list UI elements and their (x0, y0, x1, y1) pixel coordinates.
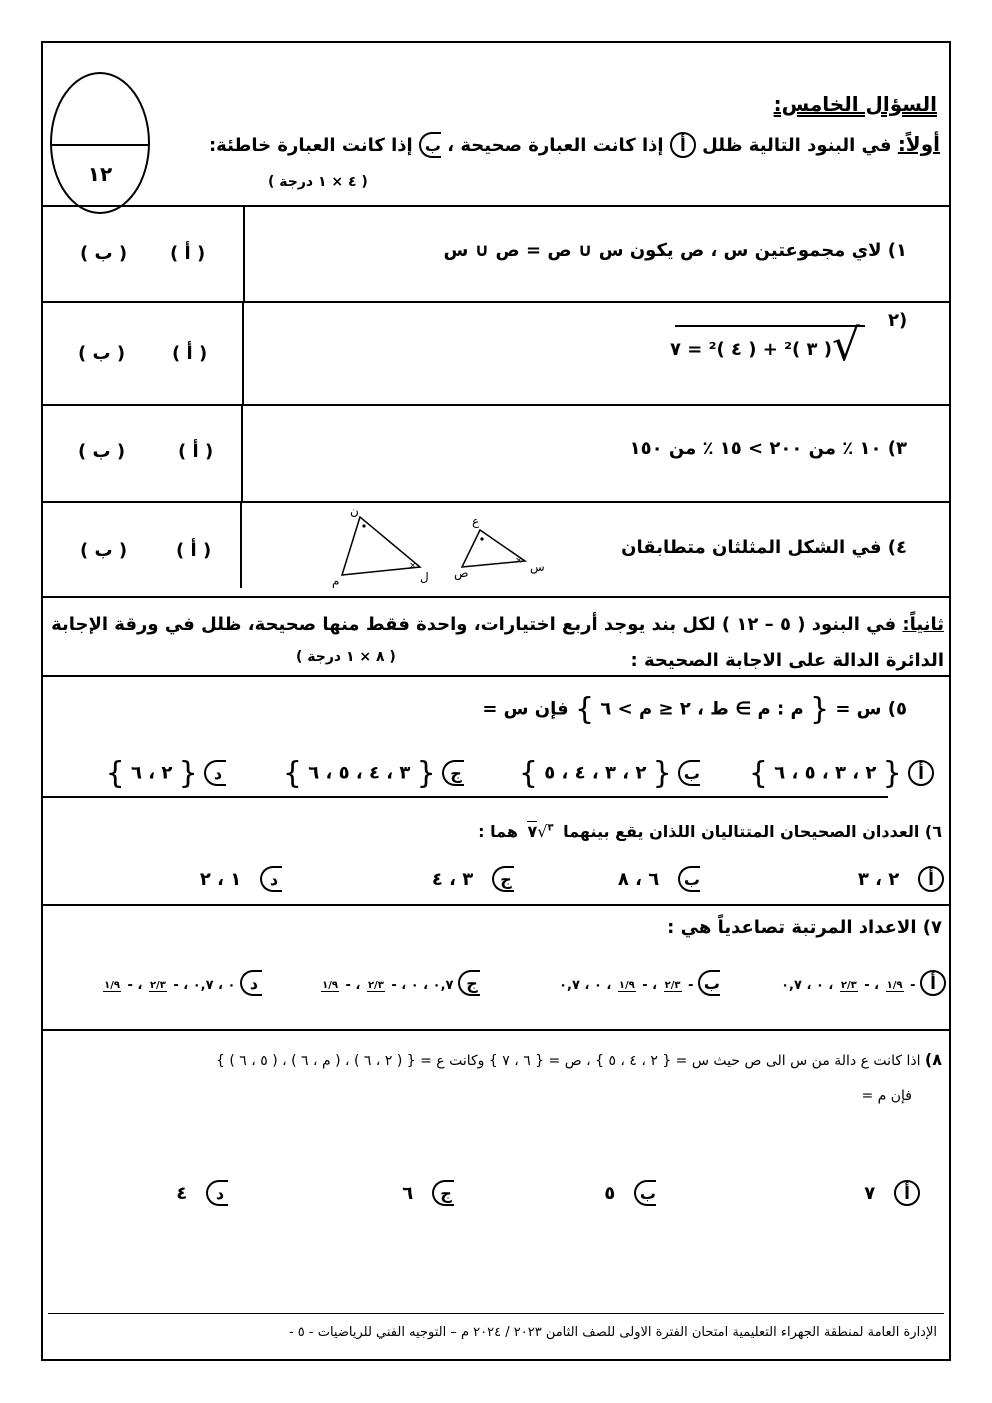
q7-b-frac-1 (664, 980, 682, 992)
part1-instruction (209, 132, 940, 158)
q7-letter-a: أ (920, 970, 946, 996)
page-footer: الإدارة العامة لمنطقة الجهراء التعليمية امتحان الفترة الاولى للصف الثامن ٢٠٢٣ / ٢٠٢٤ م – التوجيه الفني للرياضيات - ٥ - (288, 1325, 937, 1340)
part2-label: ثانياً: (902, 614, 944, 635)
q6-stem-text: العددان الصحيحان المتتاليان اللذان يقع بينهما (563, 822, 920, 841)
q7-c-part-2: ، - (345, 978, 361, 993)
tf-item-1-num: ١) (887, 240, 907, 261)
q7-d-frac-3-text: ١/٩ (104, 979, 120, 991)
q7-c-frac-1 (367, 980, 385, 992)
q6-choice-d[interactable] (200, 866, 282, 892)
tf-item-4-a[interactable]: ( أ ) (176, 540, 212, 561)
q7-num: ٧) (922, 917, 942, 938)
q6-root-index: ٣ (547, 822, 554, 834)
q5-letter-a: أ (908, 760, 934, 786)
q7-letter-d: د (240, 970, 262, 996)
q5-value-c: ٣ ، ٤ ، ٥ ، ٦ (308, 762, 411, 784)
q6-letter-a: أ (918, 866, 944, 892)
tf-item-1 (444, 240, 907, 261)
triangle-label-sin: س (530, 560, 545, 574)
triangles-figure (320, 505, 560, 590)
q8-value-a: ٧ (864, 1183, 876, 1204)
q8-value-c: ٦ (402, 1183, 414, 1204)
q5-stem: ٥) س = { م : م ∋ ط ، ٢ ≤ م > ٦ } فإن س = (482, 692, 907, 727)
q8-choice-b[interactable] (604, 1180, 656, 1206)
score-value: ١٢ (87, 162, 113, 186)
svg-text:×: × (515, 556, 523, 566)
q7-a-frac-3 (840, 980, 858, 992)
q7-choice-c[interactable] (319, 970, 480, 996)
q8-stem-text: اذا كانت ع دالة من س الى ص حيث س = { ٢ ، ٤ ، ٥ } ، ص = { ٦ ، ٧ } وكانت ع = { ( ٢ ، ٦ ) ، ( م ، ٦ ) ، ( ٥ ، ٦ ) } (216, 1053, 921, 1069)
q5-choice-b[interactable]: ب { ٢ ، ٣ ، ٤ ، ٥ } (518, 756, 700, 791)
tf-item-4-b[interactable]: ( ب ) (80, 540, 128, 561)
q5-set-builder: م : م ∋ ط ، ٢ ≤ م > ٦ (600, 698, 804, 720)
q7-b-part-0: - (688, 978, 694, 993)
q7-c-frac-3-text: ١/٩ (322, 979, 338, 991)
q7-a-frac-1 (886, 980, 904, 992)
q7-letter-b: ب (698, 970, 720, 996)
q5-stem-a: ٥) س = (835, 698, 907, 720)
q6-value-a: ٢ ، ٣ (857, 869, 900, 890)
q7-b-frac-3-text: ١/٩ (618, 979, 635, 991)
q6-stem (478, 822, 942, 841)
triangle-label-ain: ع (472, 514, 480, 528)
q7-d-part-2: ، - (127, 978, 143, 993)
q6-value-c: ٣ ، ٤ (431, 869, 474, 890)
q7-d-frac-1 (149, 980, 167, 992)
q5-value-a: ٢ ، ٣ ، ٥ ، ٦ (774, 762, 877, 784)
q5-choice-d[interactable]: د { ٢ ، ٦ } (106, 756, 226, 791)
triangle-label-l: ل (420, 570, 429, 584)
tf-item-1-a[interactable]: ( أ ) (170, 243, 206, 264)
letter-b-arc: ب (419, 132, 441, 158)
q6-choice-b[interactable] (618, 866, 700, 892)
q7-b-part-2: ، - (642, 978, 658, 993)
q7-letter-c: ج (458, 970, 480, 996)
q8-choice-d[interactable] (176, 1180, 228, 1206)
q8-value-b: ٥ (604, 1183, 616, 1204)
q7-a-part-0: - (910, 978, 916, 993)
triangle-label-n: ن (350, 505, 359, 518)
q7-d-part-0: ٠ ، ٠,٧ ، - (173, 978, 236, 993)
q7-choice-b[interactable] (559, 970, 720, 996)
q7-a-frac-3-text: ٢/٣ (840, 979, 857, 991)
q7-d-frac-3 (103, 980, 121, 992)
q7-c-frac-1-text: ٢/٣ (367, 979, 384, 991)
part1-instruction-c: إذا كانت العبارة خاطئة: (208, 135, 413, 156)
q6-letter-c: ج (492, 866, 514, 892)
part2-instruction-line1 (51, 614, 944, 635)
q7-a-frac-1-text: ١/٩ (886, 979, 903, 991)
tf-item-3 (630, 438, 907, 459)
tf-item-2-a[interactable]: ( أ ) (172, 343, 208, 364)
part1-instruction-b: إذا كانت العبارة صحيحة ، (447, 135, 664, 156)
q6-choice-c[interactable] (432, 866, 514, 892)
q8-num: ٨) (924, 1050, 942, 1069)
part2-marks: ( ٨ × ١ درجة ) (296, 649, 396, 665)
tf-item-3-num: ٣) (887, 438, 907, 459)
q6-num: ٦) (924, 822, 942, 841)
q8-letter-a: أ (894, 1180, 920, 1206)
q8-choice-a[interactable] (864, 1180, 920, 1206)
q5-letter-c: ج (442, 760, 464, 786)
score-ellipse (50, 72, 150, 214)
question-title: السؤال الخامس: (773, 92, 937, 116)
q6-radicand: ٧ (527, 822, 538, 841)
tf-item-3-a[interactable]: ( أ ) (178, 441, 214, 462)
q6-letter-d: د (260, 866, 282, 892)
q5-value-d: ٢ ، ٦ (130, 762, 173, 784)
q7-b-frac-3 (618, 980, 636, 992)
part2-instruction-line2: الدائرة الدالة على الاجابة الصحيحة : (630, 650, 944, 671)
q7-d-frac-1-text: ٢/٣ (149, 979, 166, 991)
triangle-label-m: م (332, 574, 340, 588)
q6-stem-end: هما : (478, 822, 518, 841)
q5-choice-a[interactable]: أ { ٢ ، ٣ ، ٥ ، ٦ } (749, 756, 934, 791)
q7-choice-a[interactable] (781, 970, 946, 996)
part1-label: أولاً: (897, 132, 940, 156)
svg-text:×: × (409, 561, 417, 571)
q8-letter-c: ج (432, 1180, 454, 1206)
tf-item-2-b[interactable]: ( ب ) (78, 343, 126, 364)
sqrt-sign: √ (832, 320, 861, 371)
q8-letter-b: ب (634, 1180, 656, 1206)
q8-stem (216, 1050, 942, 1069)
q6-letter-b: ب (678, 866, 700, 892)
tf-item-3-text: ١٠ ٪ من ٢٠٠ > ١٥ ٪ من ١٥٠ (629, 438, 882, 459)
tf-item-1-b[interactable]: ( ب ) (80, 243, 128, 264)
q5-choice-c[interactable]: ج { ٣ ، ٤ ، ٥ ، ٦ } (283, 756, 464, 791)
q5-stem-b: فإن س = (482, 698, 569, 720)
q8-letter-d: د (206, 1180, 228, 1206)
letter-a-circle: أ (670, 132, 696, 158)
q7-c-part-0: ٠,٧ ، ٠ ، - (391, 978, 454, 993)
tf-item-1-text: لاي مجموعتين س ، ص يكون س ∪ ص = ص ∪ س (443, 240, 882, 261)
tf-item-3-b[interactable]: ( ب ) (78, 441, 126, 462)
tf-item-4-text: في الشكل المثلثان متطابقان (621, 537, 882, 558)
q7-a-part-4: ، ٠ ، ٠,٧ (781, 978, 834, 993)
q8-value-d: ٤ (176, 1183, 188, 1204)
q5-value-b: ٢ ، ٣ ، ٤ ، ٥ (544, 762, 647, 784)
q5-letter-d: د (204, 760, 226, 786)
tf-item-4-num: ٤) (887, 537, 907, 558)
q7-c-frac-3 (321, 980, 339, 992)
q8-stem2: فإن م = (861, 1088, 912, 1104)
q7-stem (667, 917, 942, 938)
tf-item-2-num: ٢) (888, 310, 908, 331)
q8-choice-c[interactable] (402, 1180, 454, 1206)
q7-b-part-4: ، ٠ ، ٠,٧ (559, 978, 612, 993)
q6-cube-root: $^٣$√٧ (527, 822, 554, 841)
tf-item-2-text: ( ٣ )² + ( ٤ )² = ٧ (669, 339, 832, 360)
q6-choice-a[interactable] (858, 866, 944, 892)
q7-choice-d[interactable] (101, 970, 262, 996)
q6-value-d: ١ ، ٢ (199, 869, 242, 890)
part1-marks: ( ٤ × ١ درجة ) (268, 174, 368, 190)
q5-letter-b: ب (678, 760, 700, 786)
q7-b-frac-1-text: ٢/٣ (664, 979, 681, 991)
q6-value-b: ٦ ، ٨ (617, 869, 660, 890)
part1-instruction-a: في البنود التالية ظلل (702, 135, 892, 156)
triangle-label-sad: ص (454, 566, 469, 580)
part2-text-1: في البنود ( ٥ – ١٢ ) لكل بند يوجد أربع اختيارات، واحدة فقط منها صحيحة، ظلل في ورقة الإجابة (51, 614, 897, 635)
tf-item-4 (621, 537, 907, 558)
q7-stem-text: الاعداد المرتبة تصاعدياً هي : (667, 917, 917, 938)
q7-a-part-2: ، - (864, 978, 880, 993)
